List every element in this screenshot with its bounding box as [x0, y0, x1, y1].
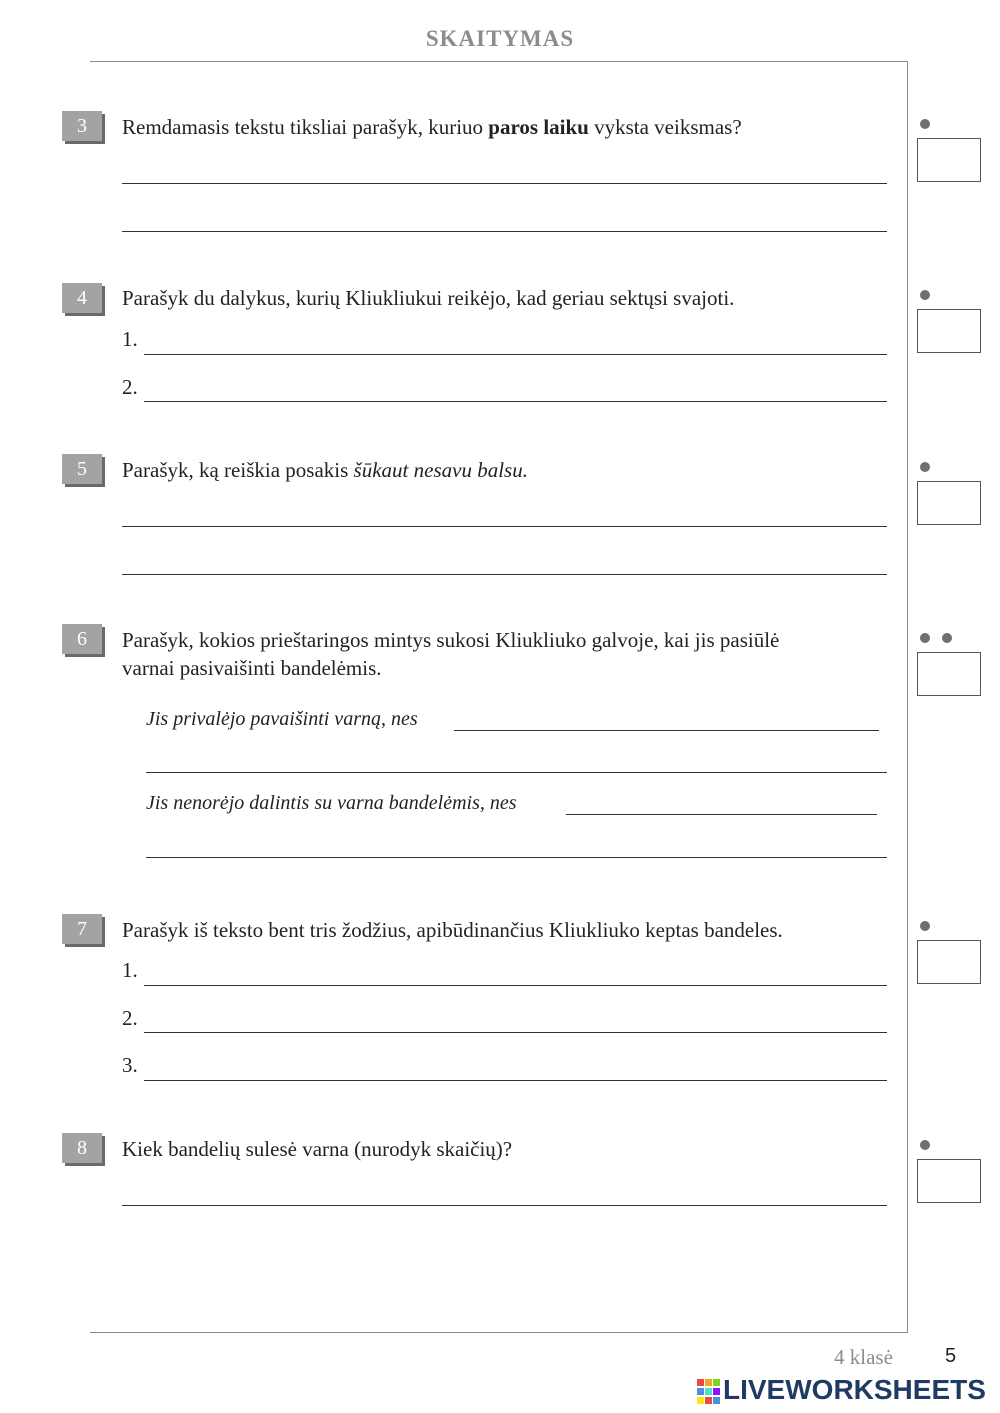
answer-line[interactable]: [146, 772, 887, 773]
question-number-badge: 7: [62, 914, 102, 944]
liveworksheets-logo-icon: [697, 1379, 721, 1405]
frame-right-border: [907, 61, 908, 1333]
answer-line[interactable]: [122, 574, 887, 575]
list-item-number: 1.: [122, 958, 138, 982]
page-header-title: SKAITYMAS: [425, 26, 575, 51]
question-text: Kiek bandelių sulesė varna (nurodyk skaičių)?: [122, 1137, 513, 1161]
page-number: 5: [945, 1345, 957, 1367]
score-box[interactable]: [917, 1159, 981, 1203]
score-point-dot: [920, 119, 930, 129]
list-item-number: 2.: [122, 375, 138, 399]
score-point-dot: [920, 1140, 930, 1150]
score-point-dot: [920, 462, 930, 472]
question-text-part: Remdamasis tekstu tiksliai parašyk, kuriuo: [122, 115, 489, 139]
question-number-badge: 8: [62, 1133, 102, 1163]
question-text: [122, 113, 742, 141]
question-number-badge: 6: [62, 624, 102, 654]
answer-line[interactable]: [144, 1032, 887, 1033]
question-text-part: Parašyk, ką reiškia posakis: [122, 458, 354, 482]
question-text-part: vyksta veiksmas?: [588, 115, 742, 139]
frame-bottom-border: [90, 1332, 908, 1333]
score-box[interactable]: [917, 940, 981, 984]
list-item-number: 3.: [122, 1053, 138, 1077]
answer-line[interactable]: [144, 354, 887, 355]
question-text-bold: paros laiku: [488, 115, 589, 139]
answer-line[interactable]: [122, 183, 887, 184]
answer-line[interactable]: [144, 1080, 887, 1081]
question-text: Parašyk iš teksto bent tris žodžius, apibūdinančius Kliukliuko keptas bandeles.: [122, 918, 783, 942]
score-point-dot: [942, 633, 952, 643]
answer-line[interactable]: [122, 231, 887, 232]
question-text-line-1: Parašyk, kokios prieštaringos mintys sukosi Kliukliuko galvoje, kai jis pasiūlė: [122, 628, 780, 652]
frame-top-border: [90, 61, 908, 62]
score-point-dot: [920, 290, 930, 300]
list-item-number: 1.: [122, 327, 138, 351]
answer-line[interactable]: [122, 526, 887, 527]
answer-prompt-2: Jis nenorėjo dalintis su varna bandelėmis, nes: [146, 792, 517, 814]
question-number-badge: 4: [62, 283, 102, 313]
answer-line[interactable]: [146, 857, 887, 858]
list-item-number: 2.: [122, 1006, 138, 1030]
question-text: Parašyk du dalykus, kurių Kliukliukui reikėjo, kad geriau sektųsi svajoti.: [122, 286, 735, 310]
answer-line[interactable]: [144, 401, 887, 402]
question-number-badge: 5: [62, 454, 102, 484]
question-text-line-2: varnai pasivaišinti bandelėmis.: [122, 656, 382, 680]
question-number-badge: 3: [62, 111, 102, 141]
answer-prompt-1: Jis privalėjo pavaišinti varną, nes: [146, 708, 418, 730]
answer-line[interactable]: [454, 730, 879, 731]
question-text-italic: šūkaut nesavu balsu.: [353, 458, 528, 482]
score-box[interactable]: [917, 652, 981, 696]
score-box[interactable]: [917, 309, 981, 353]
footer-grade: 4 klasė: [834, 1345, 893, 1369]
question-text: [122, 456, 528, 484]
score-box[interactable]: [917, 481, 981, 525]
score-point-dot: [920, 633, 930, 643]
answer-line[interactable]: [144, 985, 887, 986]
score-box[interactable]: [917, 138, 981, 182]
brand-watermark: LIVEWORKSHEETS: [723, 1374, 986, 1405]
answer-line[interactable]: [122, 1205, 887, 1206]
score-point-dot: [920, 921, 930, 931]
answer-line[interactable]: [566, 814, 877, 815]
